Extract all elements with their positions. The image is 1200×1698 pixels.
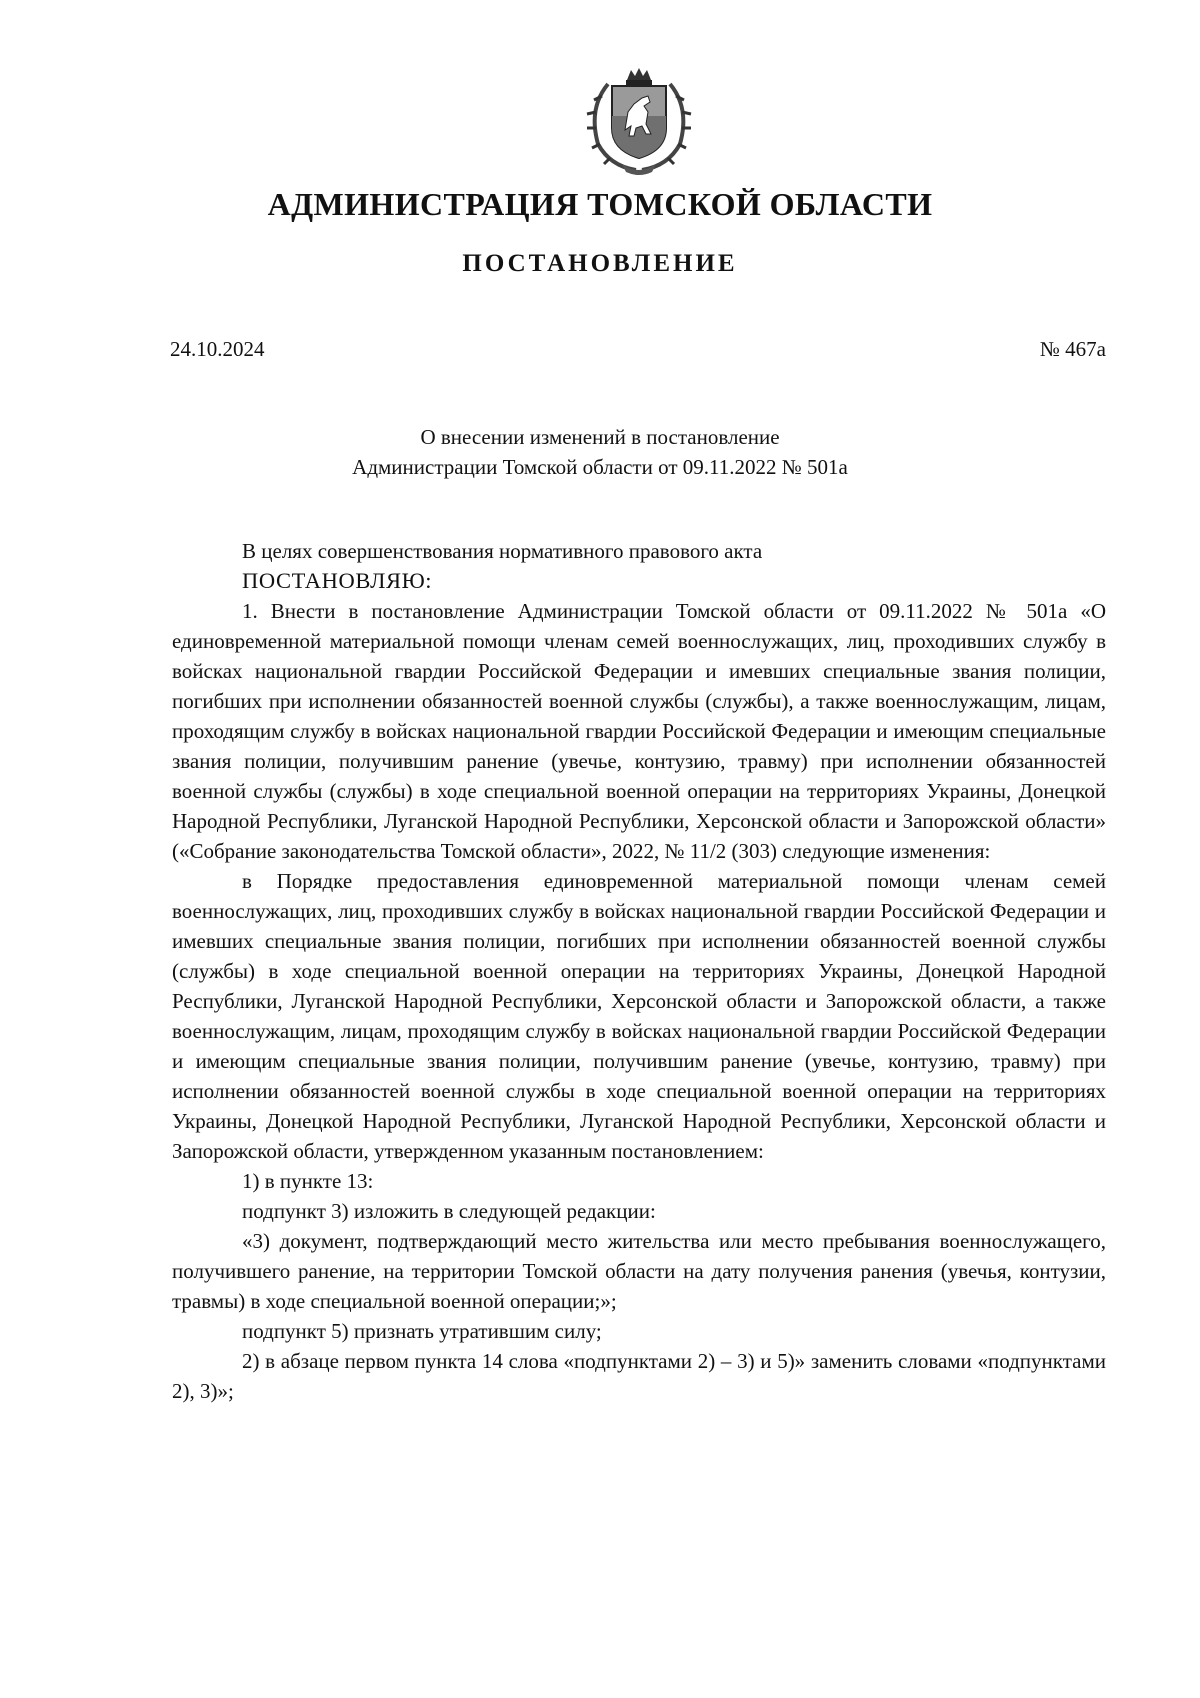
paragraph-subitem-3-text: «3) документ, подтверждающий место жительства или место пребывания военнослужащего, получившего ранение, на территории Томской области на дату получения ранения (увечья, контузии, травмы) в ходе специальной военной операции;»; xyxy=(172,1229,1106,1313)
subject-line-1: О внесении изменений в постановление xyxy=(420,425,780,449)
paragraph-item-1: 1) в пункте 13: xyxy=(242,1169,374,1193)
decree-word: ПОСТАНОВЛЯЮ: xyxy=(242,568,433,593)
document-number: № 467а xyxy=(1039,337,1106,361)
paragraph-subitem-3-heading: подпункт 3) изложить в следующей редакции: xyxy=(242,1199,656,1223)
document-body xyxy=(172,536,1106,1406)
coat-of-arms-emblem xyxy=(578,66,700,178)
document-subject xyxy=(0,422,1200,482)
organization-title: АДМИНИСТРАЦИЯ ТОМСКОЙ ОБЛАСТИ xyxy=(267,186,933,222)
paragraph-item-2: 2) в абзаце первом пункта 14 слова «подпунктами 2) – 3) и 5)» заменить словами «подпунктами 2), 3)»; xyxy=(172,1349,1106,1403)
paragraph-subitem-5: подпункт 5) признать утратившим силу; xyxy=(242,1319,602,1343)
document-type: ПОСТАНОВЛЕНИЕ xyxy=(462,250,738,277)
purpose-paragraph: В целях совершенствования нормативного правового акта xyxy=(242,539,763,563)
document-date: 24.10.2024 xyxy=(170,337,265,361)
paragraph-amend: 1. Внести в постановление Администрации Томской области от 09.11.2022 № 501а «О единовременной материальной помощи членам семей военнослужащих, лиц, проходивших службу в войсках национальной гвардии Российской Федерации и имевших специальные звания полиции, погибших при исполнении обязанностей военной службы (службы), а также военнослужащим, лицам, проходящим службу в войсках национальной гвардии Российской Федерации и имеющим специальные звания полиции, получившим ранение (увечье, контузию, травму) при исполнении обязанностей военной службы (службы) в ходе специальной военной операции на территориях Украины, Донецкой Народной Республики, Луганской Народной Республики, Херсонской области и Запорожской области» («Собрание законодательства Томской области», 2022, № 11/2 (303) следующие изменения: xyxy=(172,599,1106,863)
paragraph-procedure: в Порядке предоставления единовременной материальной помощи членам семей военнослужащих, лиц, проходивших службу в войсках национальной гвардии Российской Федерации и имевших специальные звания полиции, погибших при исполнении обязанностей военной службы (службы) в ходе специальной военной операции на территориях Украины, Донецкой Народной Республики, Луганской Народной Республики, Херсонской области и Запорожской области, а также военнослужащим, лицам, проходящим службу в войсках национальной гвардии Российской Федерации и имеющим специальные звания полиции, получившим ранение (увечье, контузию, травму) при исполнении обязанностей военной службы в ходе специальной военной операции на территориях Украины, Донецкой Народной Республики, Луганской Народной Республики, Херсонской области и Запорожской области, утвержденном указанным постановлением: xyxy=(172,869,1106,1163)
subject-line-2: Администрации Томской области от 09.11.2022 № 501а xyxy=(352,455,848,479)
